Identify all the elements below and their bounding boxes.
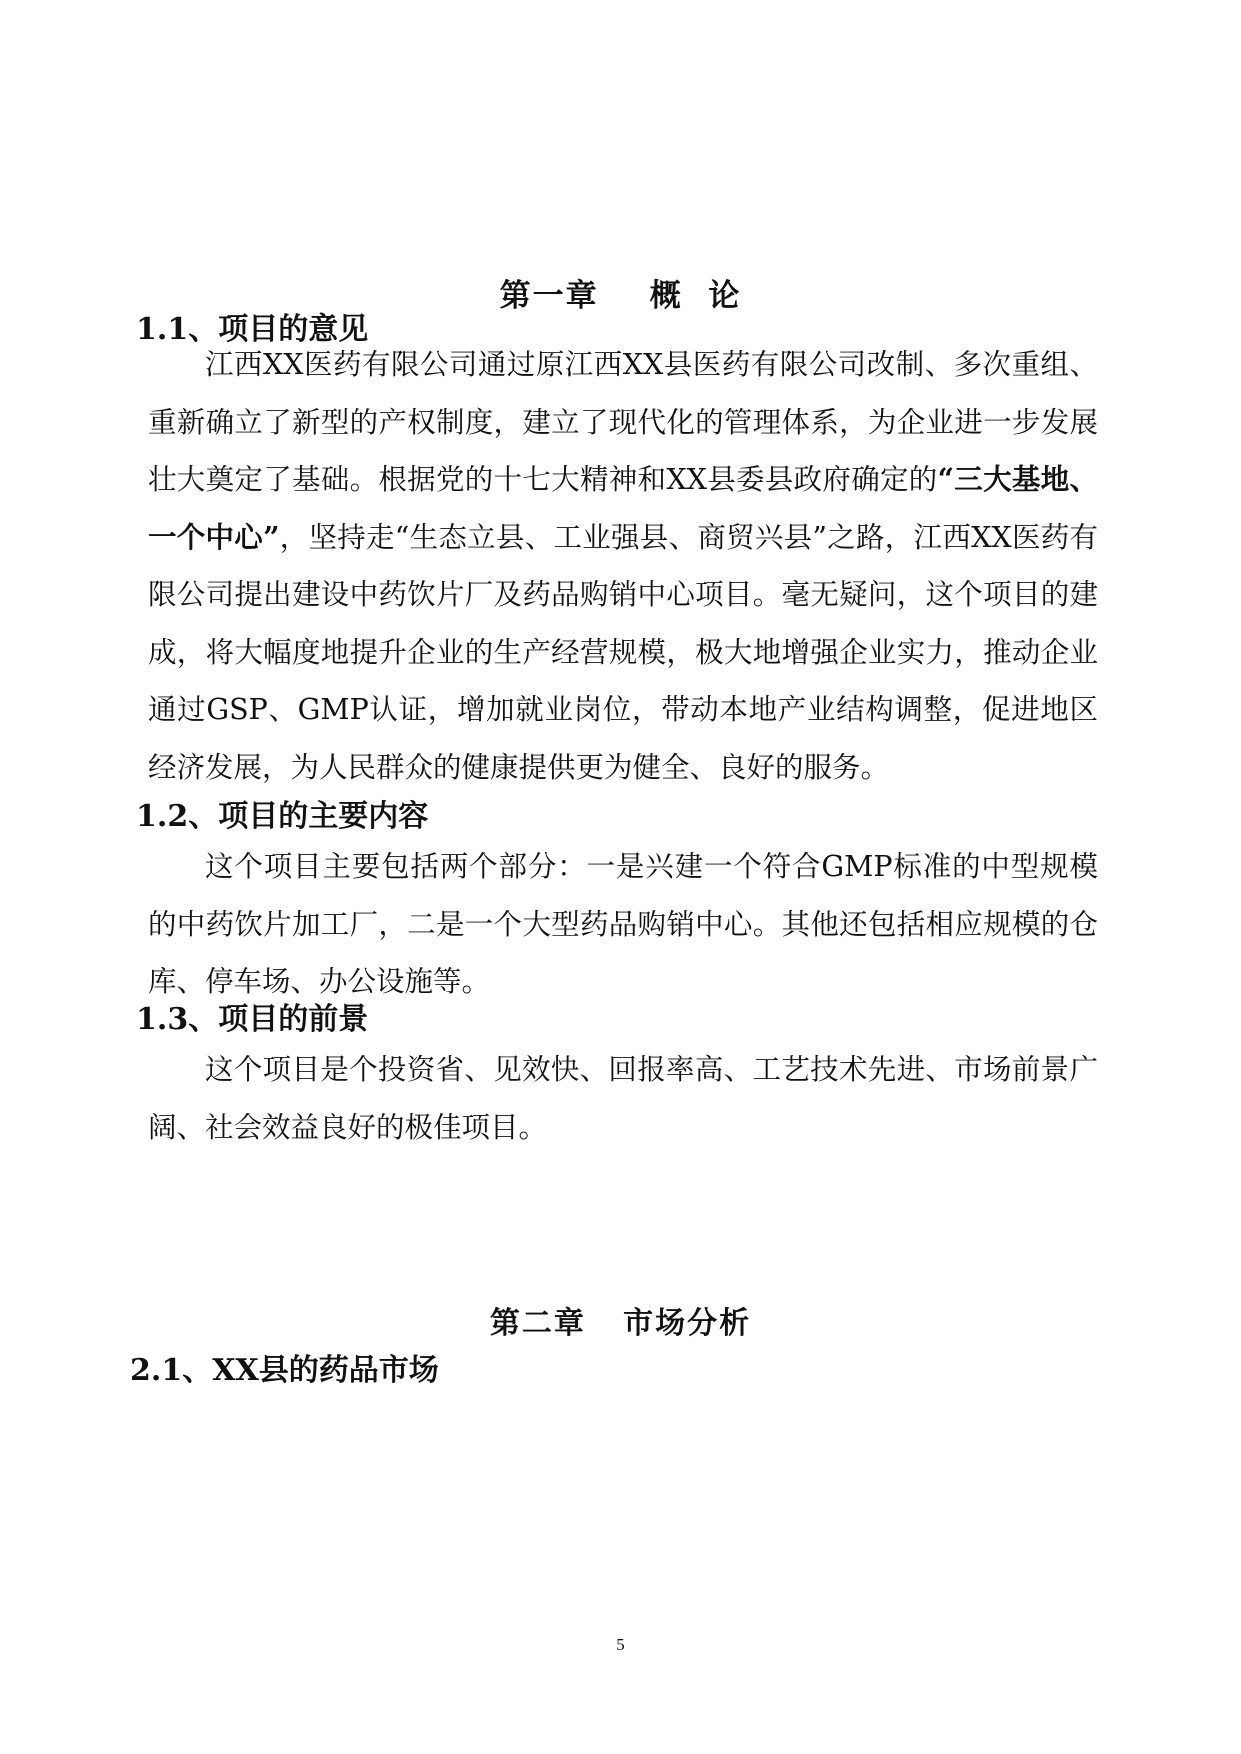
paragraph-text: ，坚持走“生态立县、工业强县、商贸兴县”之路，江西XX医药有限公司提出建设中药饮片厂及药品购销中心项目。毫无疑问，这个项目的建成，将大幅度地提升企业的生产经营规模，极大地增强企业实力，推动企业通过GSP、GMP认证，增加就业岗位，带动本地产业结构调整，促进地区经济发展，为人民群众的健康提供更为健全、良好的服务。	[148, 520, 1098, 784]
page-number: 5	[616, 1635, 625, 1654]
section-2-1-heading: 2.1、XX县的药品市场	[130, 1353, 439, 1388]
paragraph-text: 江西XX医药有限公司通过原江西XX县医药有限公司改制、多次重组、重新确立了新型的产权制度，建立了现代化的管理体系，为企业进一步发展壮大奠定了基础。根据党的十七大精神和XX县委县政府确定的	[148, 348, 1098, 496]
chapter-1-title: 第一章 概 论	[499, 278, 742, 314]
section-1-2-heading: 1.2、项目的主要内容	[136, 799, 429, 834]
section-1-3-paragraph: 这个项目是个投资省、见效快、回报率高、工艺技术先进、市场前景广阔、社会效益良好的极佳项目。	[148, 1053, 1098, 1144]
section-1-2-paragraph: 这个项目主要包括两个部分：一是兴建一个符合GMP标准的中型规模的中药饮片加工厂，二是一个大型药品购销中心。其他还包括相应规模的仓库、停车场、办公设施等。	[148, 850, 1098, 998]
section-1-1-heading: 1.1、项目的意见	[136, 312, 369, 347]
section-1-3-heading: 1.3、项目的前景	[136, 1002, 369, 1037]
chapter-2-title: 第二章 市场分析	[489, 1306, 752, 1341]
section-1-1-paragraph	[148, 336, 1098, 796]
bold-slogan: “三大基地、一个中心”	[148, 462, 1098, 554]
